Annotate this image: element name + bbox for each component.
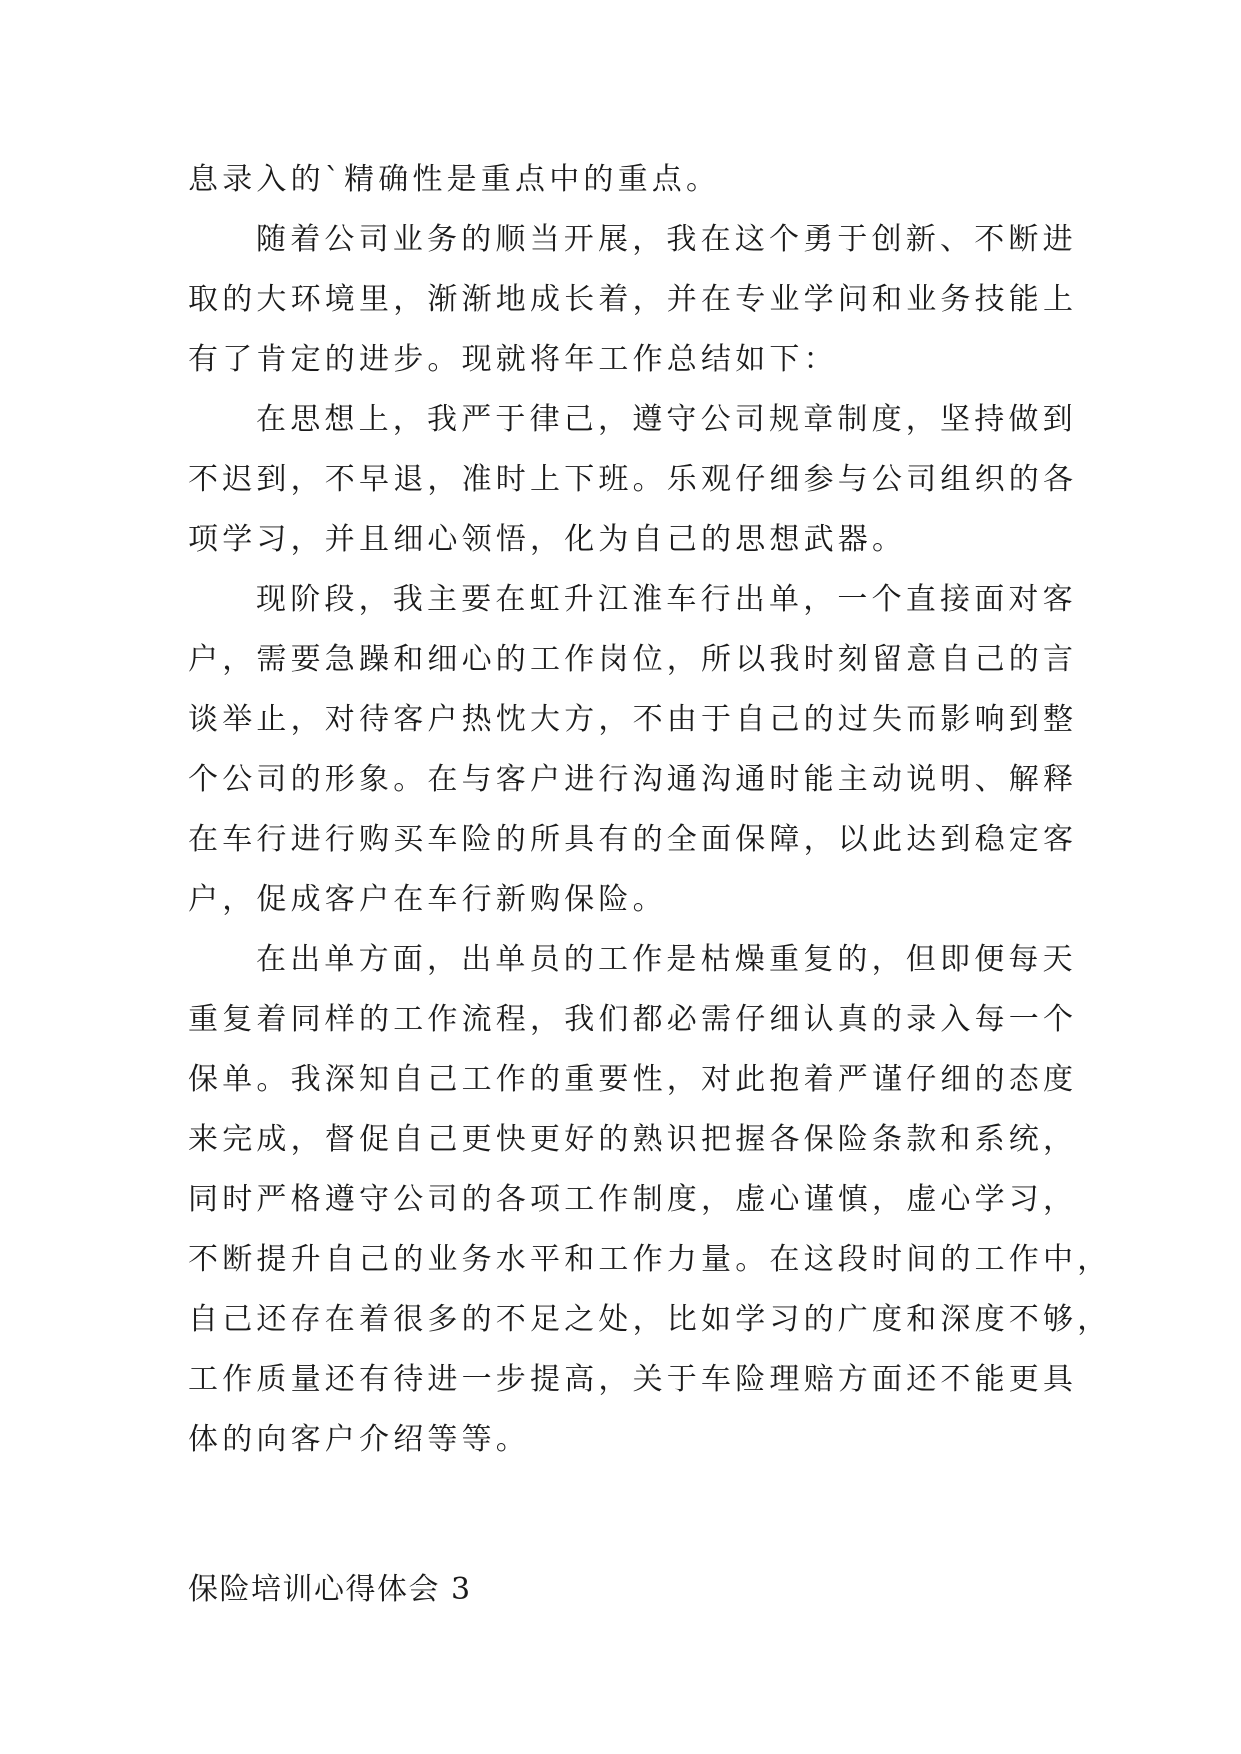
text-line: 自己还存在着很多的不足之处，比如学习的广度和深度不够， xyxy=(188,1302,1112,1337)
text-line: 体的向客户介绍等等。 xyxy=(188,1422,530,1457)
text-line: 谈举止，对待客户热忱大方，不由于自己的过失而影响到整 xyxy=(188,702,1078,737)
text-line: 有了肯定的进步。现就将年工作总结如下： xyxy=(188,342,838,377)
text-line: 来完成，督促自己更快更好的熟识把握各保险条款和系统， xyxy=(188,1122,1078,1157)
document-body xyxy=(188,150,1112,1470)
paragraph-start-line: 现阶段，我主要在虹升江淮车行出单，一个直接面对客 xyxy=(256,582,1077,617)
text-line: 户，需要急躁和细心的工作岗位，所以我时刻留意自己的言 xyxy=(188,642,1078,677)
text-line: 在车行进行购买车险的所具有的全面保障，以此达到稳定客 xyxy=(188,822,1078,857)
text-line: 保单。我深知自己工作的重要性，对此抱着严谨仔细的态度 xyxy=(188,1062,1078,1097)
text-line: 不断提升自己的业务水平和工作力量。在这段时间的工作中， xyxy=(188,1242,1112,1277)
paragraph-start-line: 在出单方面，出单员的工作是枯燥重复的，但即便每天 xyxy=(256,942,1077,977)
text-line: 同时严格遵守公司的各项工作制度，虚心谨慎，虚心学习， xyxy=(188,1182,1078,1217)
text-line: 息录入的`精确性是重点中的重点。 xyxy=(188,162,721,197)
text-line: 重复着同样的工作流程，我们都必需仔细认真的录入每一个 xyxy=(188,1002,1078,1037)
paragraph-start-line: 随着公司业务的顺当开展，我在这个勇于创新、不断进 xyxy=(256,222,1077,257)
text-line: 工作质量还有待进一步提高，关于车险理赔方面还不能更具 xyxy=(188,1362,1078,1397)
text-line: 户，促成客户在车行新购保险。 xyxy=(188,882,667,917)
text-line: 不迟到，不早退，准时上下班。乐观仔细参与公司组织的各 xyxy=(188,462,1078,497)
text-line: 取的大环境里，渐渐地成长着，并在专业学问和业务技能上 xyxy=(188,282,1078,317)
text-line: 项学习，并且细心领悟，化为自己的思想武器。 xyxy=(188,522,907,557)
paragraph-start-line: 在思想上，我严于律己，遵守公司规章制度，坚持做到 xyxy=(256,402,1077,437)
section-heading: 保险培训心得体会 3 xyxy=(188,1572,472,1607)
text-line: 个公司的形象。在与客户进行沟通沟通时能主动说明、解释 xyxy=(188,762,1078,797)
